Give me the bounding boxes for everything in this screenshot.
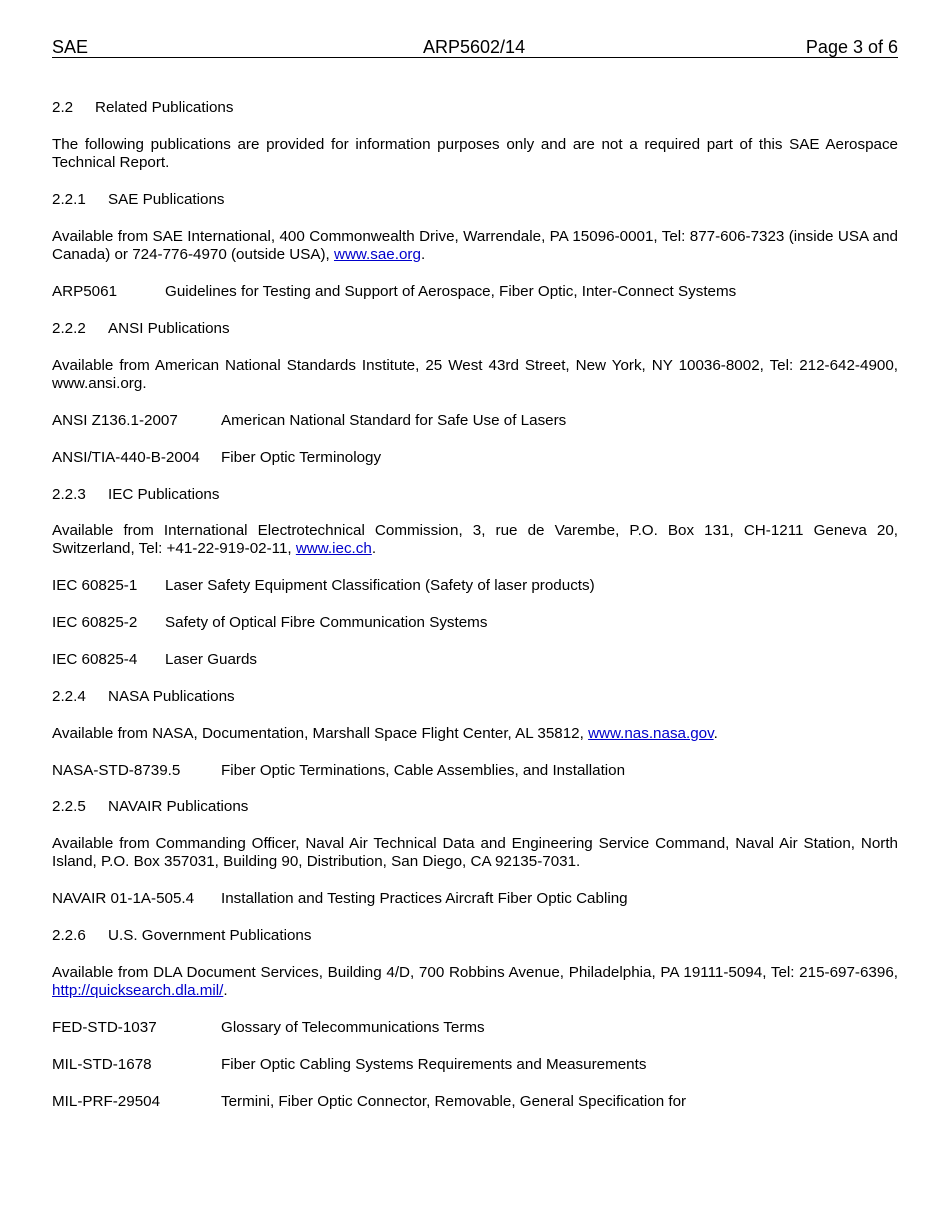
reference-title: Laser Guards bbox=[165, 651, 258, 668]
reference-title: Termini, Fiber Optic Connector, Removable, General Specification for bbox=[221, 1093, 687, 1110]
reference-code: IEC 60825-1 bbox=[52, 577, 138, 594]
reference-code: FED-STD-1037 bbox=[52, 1019, 157, 1036]
reference-title: American National Standard for Safe Use of Lasers bbox=[221, 412, 567, 429]
reference-code: NASA-STD-8739.5 bbox=[52, 762, 181, 779]
reference-code: IEC 60825-4 bbox=[52, 651, 138, 668]
reference-title: Installation and Testing Practices Aircraft Fiber Optic Cabling bbox=[221, 890, 628, 907]
reference-entry bbox=[52, 890, 898, 908]
reference-title: Fiber Optic Terminology bbox=[221, 449, 382, 466]
section-heading-ansi bbox=[52, 320, 898, 338]
section-heading-us-government bbox=[52, 927, 898, 945]
section-number: 2.2.6 bbox=[52, 927, 86, 944]
section-heading-nasa bbox=[52, 688, 898, 706]
reference-entry bbox=[52, 449, 898, 467]
sae-website-link[interactable]: www.sae.org bbox=[333, 246, 421, 263]
reference-code: MIL-STD-1678 bbox=[52, 1056, 152, 1073]
section-number: 2.2.4 bbox=[52, 688, 86, 705]
reference-code: MIL-PRF-29504 bbox=[52, 1093, 161, 1110]
reference-code: ANSI Z136.1-2007 bbox=[52, 412, 178, 429]
section-title: IEC Publications bbox=[108, 486, 220, 503]
sae-availability: Available from SAE International, 400 Commonwealth Drive, Warrendale, PA 15096-0001, Tel: 877-606-7323 (inside USA and Canada) or 724-776-4970 (outside USA), www.sae.org. bbox=[52, 228, 898, 263]
iec-website-link[interactable]: www.iec.ch bbox=[295, 540, 372, 557]
reference-entry bbox=[52, 762, 898, 780]
page-header bbox=[52, 37, 898, 58]
reference-title: Guidelines for Testing and Support of Aerospace, Fiber Optic, Inter-Connect Systems bbox=[165, 283, 737, 300]
section-number: 2.2.1 bbox=[52, 191, 86, 208]
section-title: NAVAIR Publications bbox=[108, 798, 249, 815]
reference-entry bbox=[52, 614, 898, 632]
reference-title: Glossary of Telecommunications Terms bbox=[221, 1019, 485, 1036]
ansi-availability: Available from American National Standards Institute, 25 West 43rd Street, New York, NY 10036-8002, Tel: 212-642-4900, www.ansi.org. bbox=[52, 357, 898, 392]
reference-code: ARP5061 bbox=[52, 283, 118, 300]
reference-entry bbox=[52, 577, 898, 595]
section-title: ANSI Publications bbox=[108, 320, 230, 337]
availability-text: Available from International Electrotechnical Commission, 3, rue de Varembe, P.O. Box 131, CH-1211 Geneva 20, Switzerland, Tel: +41-22-919-02-11, bbox=[52, 522, 898, 557]
reference-entry bbox=[52, 1093, 898, 1111]
reference-code: NAVAIR 01-1A-505.4 bbox=[52, 890, 195, 907]
reference-title: Safety of Optical Fibre Communication Systems bbox=[165, 614, 488, 631]
reference-entry bbox=[52, 283, 898, 301]
header-page-number: Page 3 of 6 bbox=[805, 37, 898, 57]
reference-code: ANSI/TIA-440-B-2004 bbox=[52, 449, 200, 466]
section-title: Related Publications bbox=[95, 99, 234, 116]
section-heading-sae bbox=[52, 191, 898, 209]
section-title: SAE Publications bbox=[108, 191, 225, 208]
intro-paragraph: The following publications are provided for information purposes only and are not a required part of this SAE Aerospace Technical Report. bbox=[52, 136, 898, 171]
reference-title: Fiber Optic Terminations, Cable Assemblies, and Installation bbox=[221, 762, 626, 779]
reference-title: Fiber Optic Cabling Systems Requirements and Measurements bbox=[221, 1056, 647, 1073]
reference-entry bbox=[52, 412, 898, 430]
reference-title: Laser Safety Equipment Classification (Safety of laser products) bbox=[165, 577, 595, 594]
section-number: 2.2.2 bbox=[52, 320, 86, 337]
nasa-availability: Available from NASA, Documentation, Marshall Space Flight Center, AL 35812, www.nas.nasa.gov. bbox=[52, 725, 718, 742]
section-number: 2.2 bbox=[52, 99, 74, 116]
reference-entry bbox=[52, 1019, 898, 1037]
reference-entry bbox=[52, 651, 898, 669]
section-number: 2.2.5 bbox=[52, 798, 86, 815]
section-title: NASA Publications bbox=[108, 688, 235, 705]
usgov-availability: Available from DLA Document Services, Building 4/D, 700 Robbins Avenue, Philadelphia, PA 19111-5094, Tel: 215-697-6396, http://quicksearch.dla.mil/. bbox=[52, 964, 898, 999]
dla-quicksearch-link[interactable]: http://quicksearch.dla.mil/ bbox=[52, 982, 224, 999]
availability-text: Available from SAE International, 400 Commonwealth Drive, Warrendale, PA 15096-0001, Tel: 877-606-7323 (inside USA and Canada) or 724-776-4970 (outside USA), bbox=[52, 228, 898, 263]
iec-availability: Available from International Electrotechnical Commission, 3, rue de Varembe, P.O. Box 131, CH-1211 Geneva 20, Switzerland, Tel: +41-22-919-02-11, www.iec.ch. bbox=[52, 522, 898, 557]
availability-text: Available from NASA, Documentation, Marshall Space Flight Center, AL 35812, bbox=[52, 725, 589, 742]
section-heading-navair bbox=[52, 798, 898, 816]
section-number: 2.2.3 bbox=[52, 486, 86, 503]
reference-entry bbox=[52, 1056, 898, 1074]
section-heading-2-2 bbox=[52, 99, 898, 117]
header-doc-number: ARP5602/14 bbox=[423, 37, 526, 57]
reference-code: IEC 60825-2 bbox=[52, 614, 138, 631]
availability-text: Available from DLA Document Services, Building 4/D, 700 Robbins Avenue, Philadelphia, PA 19111-5094, Tel: 215-697-6396, bbox=[52, 964, 898, 981]
navair-availability: Available from Commanding Officer, Naval Air Technical Data and Engineering Service Command, Naval Air Station, North Island, P.O. Box 357031, Building 90, Distribution, San Diego, CA 92135-7031. bbox=[52, 835, 898, 870]
nasa-website-link[interactable]: www.nas.nasa.gov bbox=[588, 725, 714, 742]
section-title: U.S. Government Publications bbox=[108, 927, 312, 944]
section-heading-iec bbox=[52, 486, 898, 504]
header-org: SAE bbox=[52, 37, 89, 57]
